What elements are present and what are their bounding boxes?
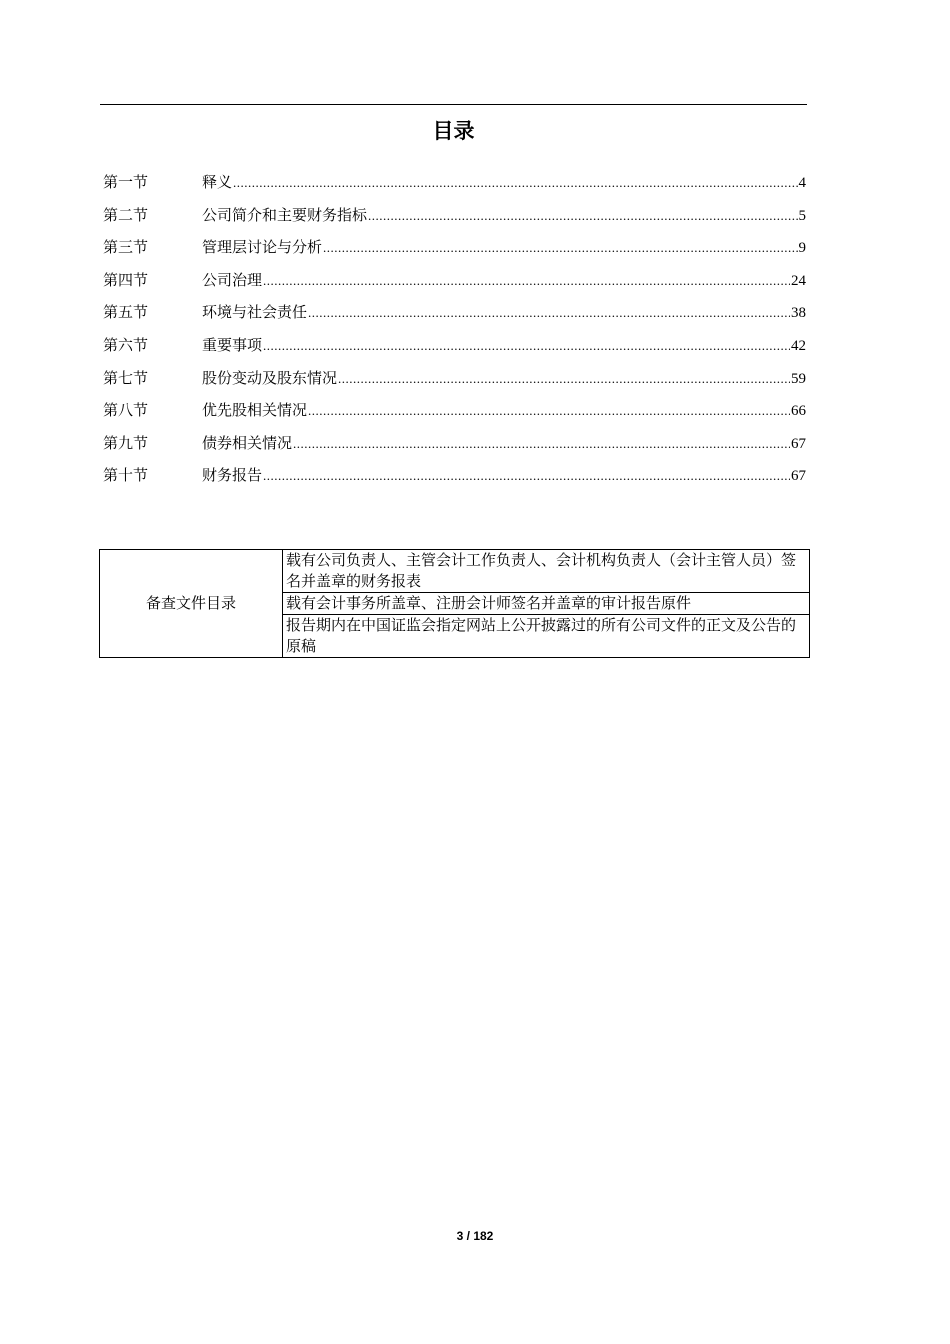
toc-section-title: 股份变动及股东情况 (202, 368, 338, 387)
toc-section-number: 第三节 (103, 238, 149, 257)
toc-section-title: 重要事项 (202, 335, 263, 354)
toc-section-title: 财务报告 (202, 466, 263, 485)
reference-document-item: 载有会计事务所盖章、注册会计师签名并盖章的审计报告原件 (283, 593, 810, 615)
toc-page-number: 67 (791, 435, 806, 452)
toc-section-title: 管理层讨论与分析 (202, 238, 323, 257)
toc-entry[interactable] (103, 367, 806, 400)
toc-leader-dots (323, 240, 797, 256)
table-row (100, 550, 810, 593)
toc-section-title: 释义 (202, 173, 233, 191)
toc-section-number: 第五节 (103, 303, 149, 322)
toc-leader-dots (263, 468, 790, 484)
toc-leader-dots (368, 208, 797, 224)
toc-section-number: 第十节 (103, 466, 149, 485)
toc-section-number: 第九节 (103, 433, 149, 452)
toc-section-number: 第六节 (103, 335, 149, 354)
toc-page-number: 67 (791, 468, 806, 485)
table-of-contents (103, 171, 806, 497)
toc-page-number: 66 (791, 403, 806, 420)
toc-page-number: 9 (798, 240, 806, 257)
toc-page-number: 4 (798, 175, 806, 191)
toc-entry[interactable] (103, 204, 806, 237)
toc-leader-dots (293, 436, 790, 452)
toc-section-number: 第四节 (103, 270, 149, 289)
toc-section-number: 第七节 (103, 368, 149, 387)
toc-page-number: 5 (798, 207, 806, 224)
toc-entry[interactable] (103, 334, 806, 367)
reference-document-item: 报告期内在中国证监会指定网站上公开披露过的所有公司文件的正文及公告的原稿 (283, 615, 810, 658)
toc-entry[interactable] (103, 432, 806, 465)
toc-section-number: 第八节 (103, 401, 149, 420)
toc-section-number: 第二节 (103, 205, 149, 224)
toc-page-number: 38 (791, 305, 806, 322)
toc-entry[interactable] (103, 236, 806, 269)
page-title: 目录 (432, 119, 475, 143)
page-number-footer: 3 / 182 (456, 1229, 494, 1243)
toc-leader-dots (263, 338, 790, 354)
toc-entry[interactable] (103, 399, 806, 432)
toc-section-title: 公司治理 (202, 270, 263, 289)
toc-page-number: 24 (791, 272, 806, 289)
toc-section-title: 公司简介和主要财务指标 (202, 205, 368, 224)
toc-section-title: 环境与社会责任 (202, 303, 308, 322)
toc-entry[interactable] (103, 464, 806, 497)
toc-entry[interactable] (103, 171, 806, 204)
header-rule (100, 104, 807, 105)
toc-leader-dots (338, 371, 790, 387)
toc-page-number: 42 (791, 337, 806, 354)
toc-section-number: 第一节 (103, 173, 149, 191)
toc-section-title: 债券相关情况 (202, 433, 293, 452)
reference-documents-label: 备查文件目录 (100, 550, 283, 658)
toc-leader-dots (308, 403, 790, 419)
toc-section-title: 优先股相关情况 (202, 401, 308, 420)
reference-documents-table (99, 549, 810, 658)
toc-entry[interactable] (103, 269, 806, 302)
toc-page-number: 59 (791, 370, 806, 387)
toc-leader-dots (263, 273, 790, 289)
toc-leader-dots (233, 175, 797, 191)
toc-leader-dots (308, 305, 790, 321)
toc-entry[interactable] (103, 301, 806, 334)
reference-document-item: 载有公司负责人、主管会计工作负责人、会计机构负责人（会计主管人员）签名并盖章的财务报表 (283, 550, 810, 593)
